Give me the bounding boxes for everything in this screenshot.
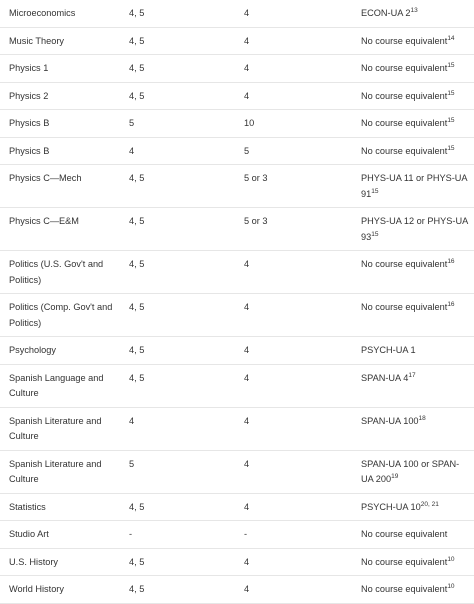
credits-text: 4 (244, 501, 250, 512)
credits-cell (244, 137, 361, 165)
credits-text: 4 (244, 302, 250, 312)
credits-cell (244, 337, 361, 365)
footnote-marker: 10 (447, 582, 455, 590)
exam-text: Spanish Literature and Culture (9, 458, 102, 484)
credits-cell (244, 55, 361, 83)
exam-text: U.S. History (9, 556, 59, 567)
equivalent-cell (361, 407, 474, 450)
credits-text: 4 (244, 259, 250, 269)
equivalent-cell (361, 165, 474, 208)
equivalent-text: No course equivalent (361, 118, 448, 128)
score-cell (129, 110, 244, 138)
score-text: 4, 5 (129, 501, 145, 512)
footnote-marker: 18 (418, 414, 426, 422)
footnote-marker: 15 (371, 187, 379, 195)
equivalent-text: SPAN-UA 4 (361, 372, 409, 383)
score-cell (129, 0, 244, 27)
credits-cell (244, 82, 361, 110)
score-cell (129, 576, 244, 604)
exam-text: Politics (U.S. Gov't and Politics) (9, 259, 104, 285)
table-row (0, 165, 474, 208)
score-cell (129, 407, 244, 450)
credits-cell (244, 251, 361, 294)
table-row (0, 82, 474, 110)
equivalent-text: No course equivalent (361, 529, 448, 539)
equivalent-text: SPAN-UA 100 (361, 415, 419, 426)
credits-text: - (244, 529, 248, 539)
score-cell (129, 82, 244, 110)
exam-cell (0, 82, 129, 110)
equivalent-cell (361, 521, 474, 549)
exam-text: Music Theory (9, 35, 64, 46)
exam-cell (0, 493, 129, 521)
equivalent-cell (361, 576, 474, 604)
score-cell (129, 137, 244, 165)
table-row (0, 337, 474, 365)
score-text: 4 (129, 145, 135, 156)
exam-cell (0, 251, 129, 294)
score-cell (129, 521, 244, 549)
credits-text: 4 (244, 458, 250, 469)
score-cell (129, 493, 244, 521)
equivalent-cell (361, 0, 474, 27)
equivalent-text: PSYCH-UA 1 (361, 345, 416, 355)
credits-cell (244, 521, 361, 549)
credits-text: 5 or 3 (244, 173, 268, 183)
equivalent-text: PHYS-UA 11 or PHYS-UA 91 (361, 173, 468, 199)
equivalent-cell (361, 82, 474, 110)
score-text: 4 (129, 415, 135, 426)
credits-cell (244, 27, 361, 55)
credits-text: 5 or 3 (244, 216, 268, 226)
score-text: 4, 5 (129, 372, 145, 383)
score-text: 4, 5 (129, 302, 145, 312)
score-text: 4, 5 (129, 216, 145, 226)
exam-cell (0, 27, 129, 55)
equivalent-cell (361, 55, 474, 83)
credits-cell (244, 493, 361, 521)
score-cell (129, 337, 244, 365)
score-text: 5 (129, 118, 135, 128)
exam-cell (0, 165, 129, 208)
table-row (0, 576, 474, 604)
table-row (0, 294, 474, 337)
equivalent-cell (361, 27, 474, 55)
score-text: 4, 5 (129, 556, 145, 567)
equivalent-text: ECON-UA 2 (361, 8, 411, 18)
score-text: 4, 5 (129, 35, 145, 46)
credits-text: 4 (244, 415, 250, 426)
table-row (0, 493, 474, 521)
score-text: 4, 5 (129, 584, 145, 594)
table-row (0, 450, 474, 493)
credits-cell (244, 364, 361, 407)
equivalent-text: No course equivalent (361, 556, 448, 567)
credits-text: 4 (244, 372, 250, 383)
score-cell (129, 165, 244, 208)
exam-text: Studio Art (9, 529, 49, 539)
table-row (0, 251, 474, 294)
exam-cell (0, 208, 129, 251)
credits-cell (244, 165, 361, 208)
exam-text: Physics 2 (9, 90, 49, 101)
score-text: 4, 5 (129, 173, 145, 183)
footnote-marker: 13 (410, 6, 418, 14)
exam-cell (0, 137, 129, 165)
footnote-marker: 15 (371, 230, 379, 238)
exam-text: Statistics (9, 501, 46, 512)
equivalent-text: No course equivalent (361, 302, 448, 312)
footnote-marker: 15 (447, 61, 455, 69)
footnote-marker: 16 (447, 300, 455, 308)
exam-cell (0, 364, 129, 407)
equivalent-text: No course equivalent (361, 35, 448, 46)
exam-cell (0, 337, 129, 365)
exam-cell (0, 55, 129, 83)
equivalent-text: PSYCH-UA 10 (361, 501, 421, 512)
table-row (0, 110, 474, 138)
credits-text: 4 (244, 584, 250, 594)
footnote-marker: 19 (391, 472, 399, 480)
score-text: 4, 5 (129, 8, 145, 18)
credits-text: 4 (244, 90, 250, 101)
exam-cell (0, 110, 129, 138)
credits-text: 4 (244, 345, 250, 355)
footnote-marker: 15 (447, 144, 455, 152)
footnote-marker: 20, 21 (420, 500, 439, 508)
equivalent-text: No course equivalent (361, 90, 448, 101)
score-cell (129, 364, 244, 407)
credits-text: 4 (244, 556, 250, 567)
footnote-marker: 14 (447, 34, 455, 42)
credits-text: 4 (244, 8, 250, 18)
equivalent-text: No course equivalent (361, 584, 448, 594)
credits-cell (244, 576, 361, 604)
footnote-marker: 15 (447, 89, 455, 97)
exam-text: Spanish Language and Culture (9, 372, 104, 398)
equivalent-cell (361, 337, 474, 365)
equivalent-cell (361, 251, 474, 294)
credits-text: 4 (244, 35, 250, 46)
exam-text: Spanish Literature and Culture (9, 415, 102, 441)
score-cell (129, 294, 244, 337)
credits-cell (244, 0, 361, 27)
exam-text: Physics 1 (9, 63, 49, 73)
equivalent-text: No course equivalent (361, 145, 448, 156)
equivalent-cell (361, 493, 474, 521)
exam-cell (0, 576, 129, 604)
exam-text: Physics B (9, 145, 50, 156)
credits-cell (244, 208, 361, 251)
credits-text: 10 (244, 118, 255, 128)
score-text: 4, 5 (129, 90, 145, 101)
score-cell (129, 208, 244, 251)
exam-cell (0, 450, 129, 493)
credits-cell (244, 450, 361, 493)
exam-cell (0, 407, 129, 450)
table-row (0, 0, 474, 27)
table-row (0, 364, 474, 407)
score-text: 4, 5 (129, 63, 145, 73)
footnote-marker: 15 (447, 116, 455, 124)
credits-text: 4 (244, 63, 250, 73)
table-row (0, 208, 474, 251)
exam-cell (0, 0, 129, 27)
footnote-marker: 17 (408, 371, 416, 379)
table-row (0, 55, 474, 83)
footnote-marker: 16 (447, 257, 455, 265)
equivalent-text: PHYS-UA 12 or PHYS-UA 93 (361, 216, 468, 242)
equivalent-cell (361, 364, 474, 407)
score-cell (129, 251, 244, 294)
table-row (0, 521, 474, 549)
exam-text: Physics B (9, 118, 50, 128)
credits-cell (244, 294, 361, 337)
table-row (0, 27, 474, 55)
credits-cell (244, 110, 361, 138)
equivalent-cell (361, 137, 474, 165)
exam-cell (0, 521, 129, 549)
credits-text: 5 (244, 145, 250, 156)
credits-cell (244, 548, 361, 576)
score-cell (129, 55, 244, 83)
score-text: - (129, 529, 133, 539)
score-text: 4, 5 (129, 345, 145, 355)
exam-text: Physics C—Mech (9, 173, 82, 183)
score-cell (129, 548, 244, 576)
equivalent-cell (361, 450, 474, 493)
equivalent-text: SPAN-UA 100 or SPAN-UA 200 (361, 458, 460, 484)
exam-text: World History (9, 584, 64, 594)
footnote-marker: 10 (447, 555, 455, 563)
equivalent-cell (361, 294, 474, 337)
exam-text: Politics (Comp. Gov't and Politics) (9, 302, 113, 328)
equivalent-cell (361, 110, 474, 138)
equivalent-text: No course equivalent (361, 63, 448, 73)
exam-cell (0, 548, 129, 576)
score-text: 4, 5 (129, 259, 145, 269)
credits-cell (244, 407, 361, 450)
exam-cell (0, 294, 129, 337)
table-row (0, 407, 474, 450)
equivalent-cell (361, 548, 474, 576)
exam-text: Microeconomics (9, 8, 76, 18)
equivalent-text: No course equivalent (361, 259, 448, 269)
exam-text: Physics C—E&M (9, 216, 79, 226)
exam-text: Psychology (9, 345, 56, 355)
score-text: 5 (129, 458, 135, 469)
table-row (0, 137, 474, 165)
table-row (0, 548, 474, 576)
equivalent-cell (361, 208, 474, 251)
score-cell (129, 27, 244, 55)
score-cell (129, 450, 244, 493)
